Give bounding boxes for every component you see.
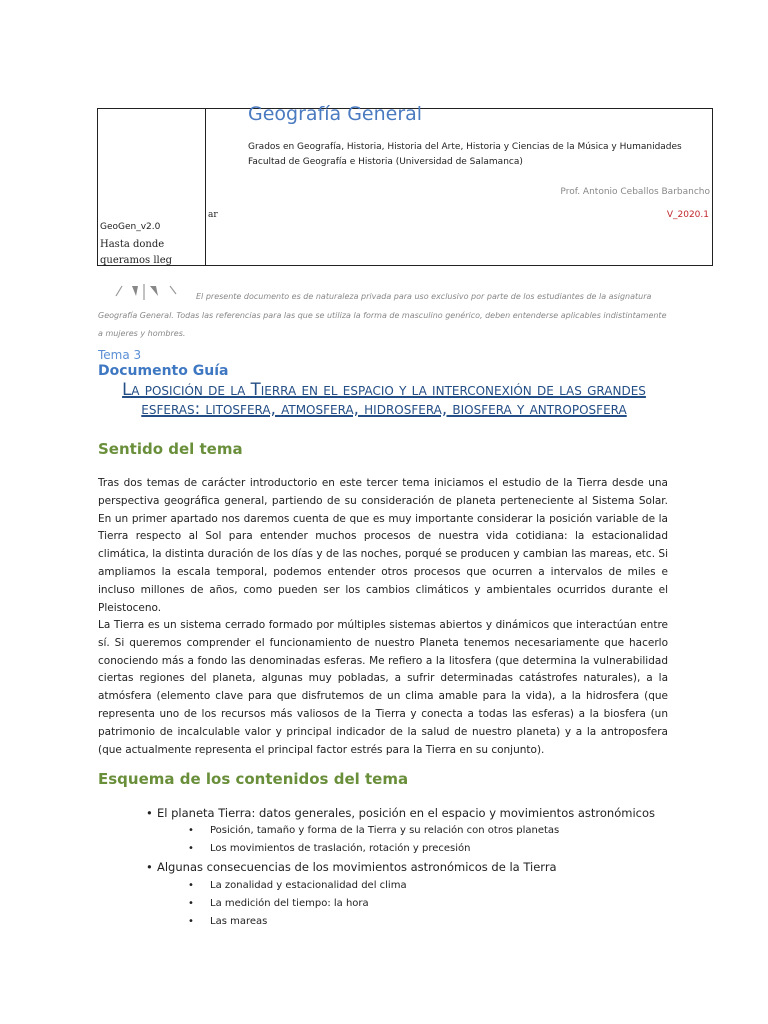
outline-item (146, 860, 557, 874)
outline-subitem-label: Las mareas (210, 916, 268, 927)
outline-subitem (188, 880, 407, 891)
main-title: La posición de la Tierra en el espacio y la interconexión de las grandes esferas: litosfera, atmosfera, hidrosfera, biosfera y antroposfera (122, 380, 646, 418)
paragraph-spheres: La Tierra es un sistema cerrado formado por múltiples sistemas abiertos y dinámicos que interactúan entre sí. Si queremos comprender el funcionamiento de nuestro Planeta tenemos necesariamente que hacerlo conociendo más a fondo las denominadas esferas. Me refiero a la litosfera (que determina la vulnerabilidad ciertas regiones del planeta, algunas muy pobladas, a sufrir determinadas catástrofes naturales), a la atmósfera (elemento clave para que disfrutemos de un clima amable para la vida), a la hidrosfera (que representa uno de los recursos más valiosos de la Tierra y conecta a todas las esferas) a la biosfera (un patrimonio de incalculable valor y principal indicador de la salud de nuestro planeta) y a la antroposfera (que actualmente representa el principal factor estrés para la Tierra en su conjunto). (98, 619, 668, 756)
bullet-icon: • (188, 880, 194, 891)
ar-text: ar (208, 210, 218, 220)
outline-subitem (188, 916, 267, 927)
truncated-text: Hasta donde queramos lleg (100, 239, 173, 266)
outline-item-label: El planeta Tierra: datos generales, posición en el espacio y movimientos astronómicos (157, 806, 656, 820)
bullet-icon: • (188, 843, 194, 854)
outline-subitem-label: La zonalidad y estacionalidad del clima (210, 880, 407, 891)
bullet-icon: • (188, 898, 194, 909)
outline-subitem-label: La medición del tiempo: la hora (210, 898, 369, 909)
header-left-cell (98, 109, 206, 265)
document-code: GeoGen_v2.0 (100, 222, 161, 232)
topic-number: Tema 3 (98, 348, 142, 362)
paragraph-intro: Tras dos temas de carácter introductorio en este tercer tema iniciamos el estudio de la Tierra desde una perspectiva geográfica general, partiendo de su consideración de planeta perteneciente al Sistema Solar. En un primer apartado nos daremos cuenta de que es muy importante considerar la posición variable de la Tierra respecto al Sol para entender muchos procesos de nuestra vida cotidiana: la estacionalidad climática, la distinta duración de los días y de las noches, porqué se producen y cambian las mareas, etc. Si ampliamos la escala temporal, podemos entender otros procesos que ocurren a intervalos de miles e incluso millones de años, como pueden ser los cambios climáticos y ambientales ocurridos durante el Pleistoceno. (98, 477, 668, 614)
professor-name: Prof. Antonio Ceballos Barbancho (560, 187, 710, 197)
bullet-icon: • (188, 916, 194, 927)
bullet-icon: • (146, 860, 153, 874)
document-guide-label: Documento Guía (98, 363, 229, 379)
bullet-icon: • (188, 825, 194, 836)
section-heading-esquema: Esquema de los contenidos del tema (98, 770, 409, 788)
outline-subitem (188, 898, 369, 909)
outline-item-label: Algunas consecuencias de los movimientos astronómicos de la Tierra (157, 860, 557, 874)
privacy-note: El presente documento es de naturaleza privada para uso exclusivo por parte de los estudiantes de la asignatura Geografía General. Todas las referencias para las que se utiliza la forma de masculino genérico, deben entenderse aplicables indistintamente a mujeres y hombres. (98, 292, 667, 338)
header-table (97, 103, 713, 266)
version-label: V_2020.1 (666, 210, 709, 220)
degrees-line: Grados en Geografía, Historia, Historia del Arte, Historia y Ciencias de la Música y Humanidades (248, 142, 682, 152)
faculty-line: Facultad de Geografía e Historia (Universidad de Salamanca) (248, 157, 523, 167)
outline-subitem (188, 843, 471, 854)
course-title: Geografía General (248, 103, 423, 125)
bullet-icon: • (146, 806, 153, 820)
outline-subitem-label: Posición, tamaño y forma de la Tierra y su relación con otros planetas (210, 825, 560, 836)
section-heading-sentido: Sentido del tema (98, 440, 243, 458)
outline-item (146, 806, 655, 820)
outline-subitem (188, 825, 559, 836)
outline-subitem-label: Los movimientos de traslación, rotación y precesión (210, 843, 471, 854)
